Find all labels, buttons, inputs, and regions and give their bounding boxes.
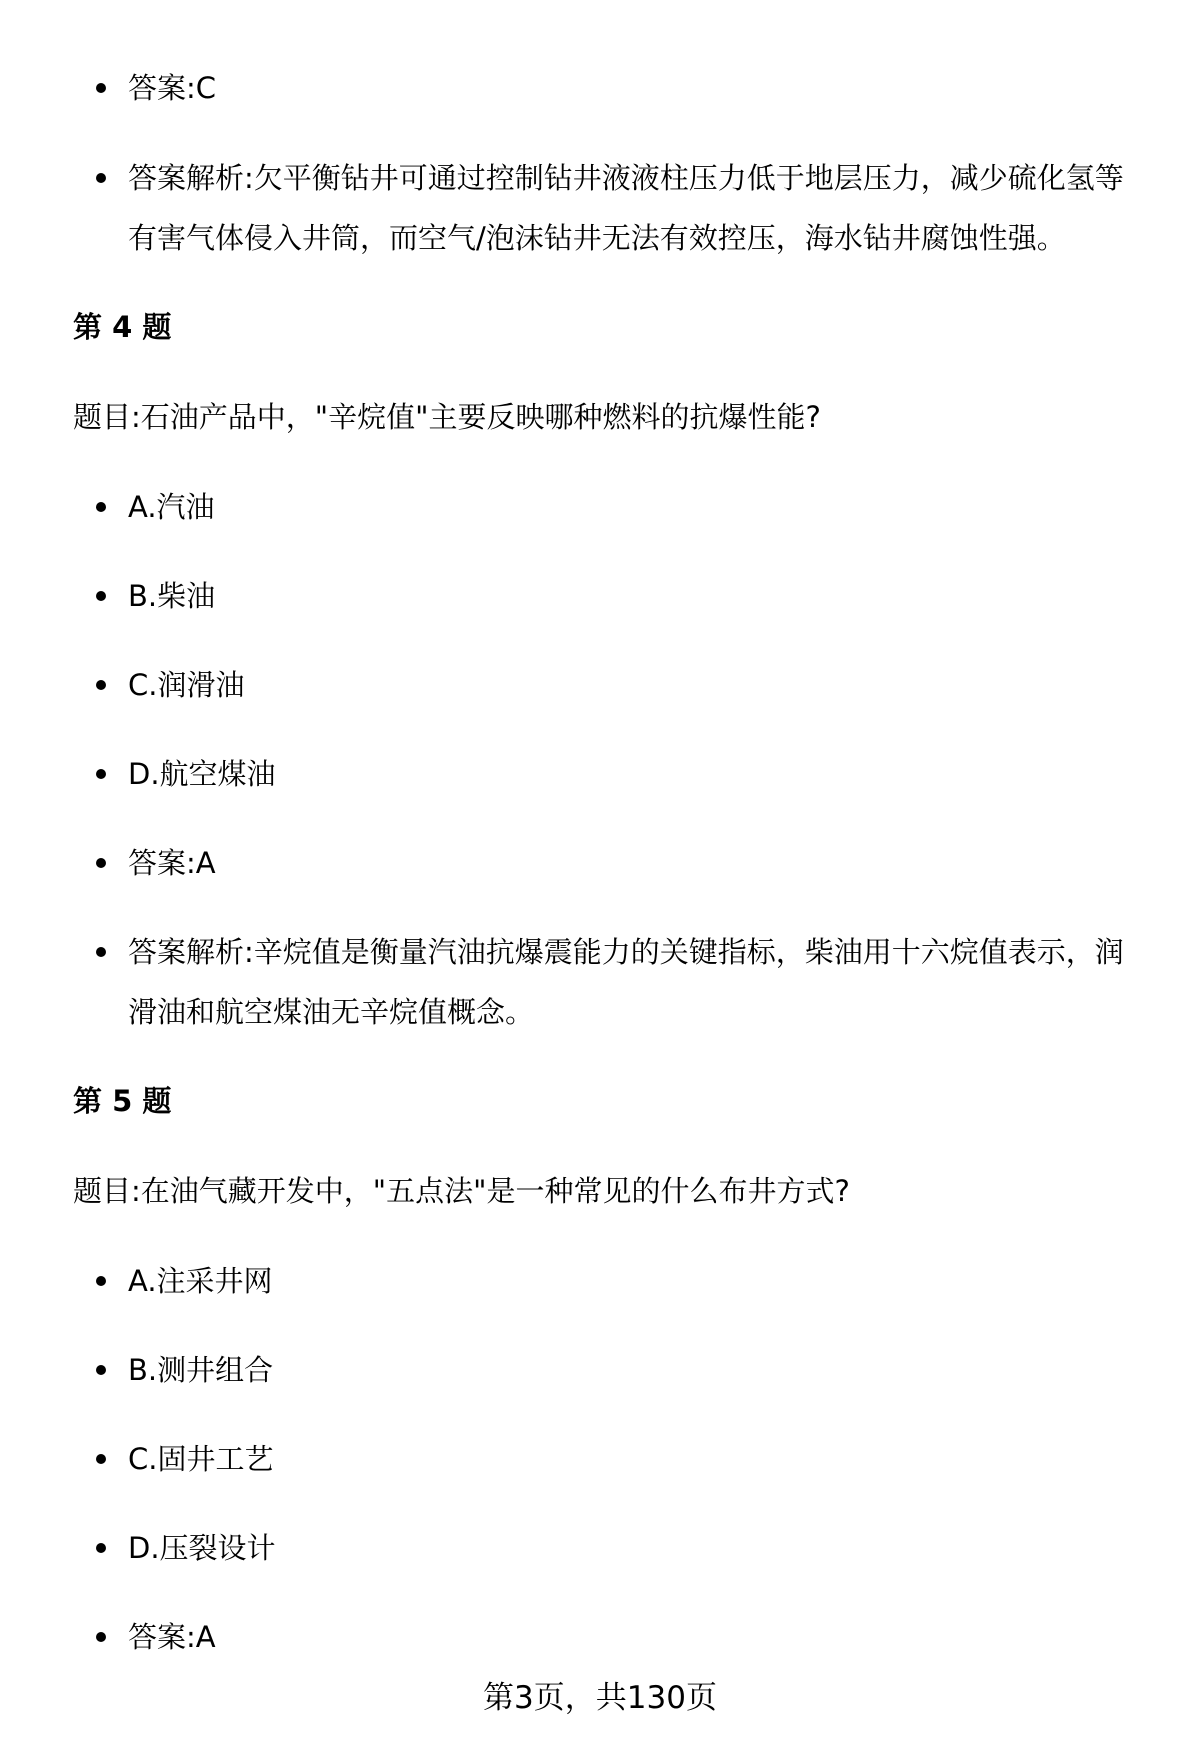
- q4-option-b-item: [96, 566, 1146, 626]
- q5-option-d: D.压裂设计: [128, 1531, 276, 1565]
- q4-explanation: 答案解析:辛烷值是衡量汽油抗爆震能力的关键指标，柴油用十六烷值表示，润滑油和航空煤油无辛烷值概念。: [128, 935, 1124, 1029]
- q4-answer: 答案:A: [128, 846, 216, 880]
- q3-explanation-item: [96, 148, 1146, 268]
- q5-option-d-item: [96, 1518, 1146, 1578]
- q4-option-c: C.润滑油: [128, 668, 245, 702]
- q4-question: 题目:石油产品中，"辛烷值"主要反映哪种燃料的抗爆性能?: [73, 400, 821, 434]
- q5-option-c: C.固井工艺: [128, 1442, 274, 1476]
- q4-option-d: D.航空煤油: [128, 757, 276, 791]
- q3-answer-item: [96, 58, 1146, 118]
- q5-option-b: B.测井组合: [128, 1353, 274, 1387]
- q3-answer: 答案:C: [128, 71, 217, 105]
- q4-heading: 第 4 题: [73, 310, 172, 344]
- q5-option-a-item: [96, 1251, 1146, 1311]
- q3-explanation: 答案解析:欠平衡钻井可通过控制钻井液液柱压力低于地层压力，减少硫化氢等有害气体侵入井筒，而空气/泡沫钻井无法有效控压，海水钻井腐蚀性强。: [128, 161, 1124, 255]
- q4-option-a: A.汽油: [128, 490, 215, 524]
- q4-explanation-item: [96, 922, 1146, 1042]
- q4-option-a-item: [96, 477, 1146, 537]
- q4-option-d-item: [96, 744, 1146, 804]
- q5-heading: 第 5 题: [73, 1084, 172, 1118]
- q5-question: 题目:在油气藏开发中，"五点法"是一种常见的什么布井方式?: [73, 1174, 850, 1208]
- q4-option-b: B.柴油: [128, 579, 216, 613]
- q5-option-c-item: [96, 1429, 1146, 1489]
- page-indicator: 第3页，共130页: [483, 1680, 717, 1716]
- q5-answer: 答案:A: [128, 1620, 216, 1654]
- q4-answer-item: [96, 833, 1146, 893]
- q4-option-c-item: [96, 655, 1146, 715]
- q5-option-b-item: [96, 1340, 1146, 1400]
- q5-option-a: A.注采井网: [128, 1264, 273, 1298]
- q5-answer-item: [96, 1607, 1146, 1667]
